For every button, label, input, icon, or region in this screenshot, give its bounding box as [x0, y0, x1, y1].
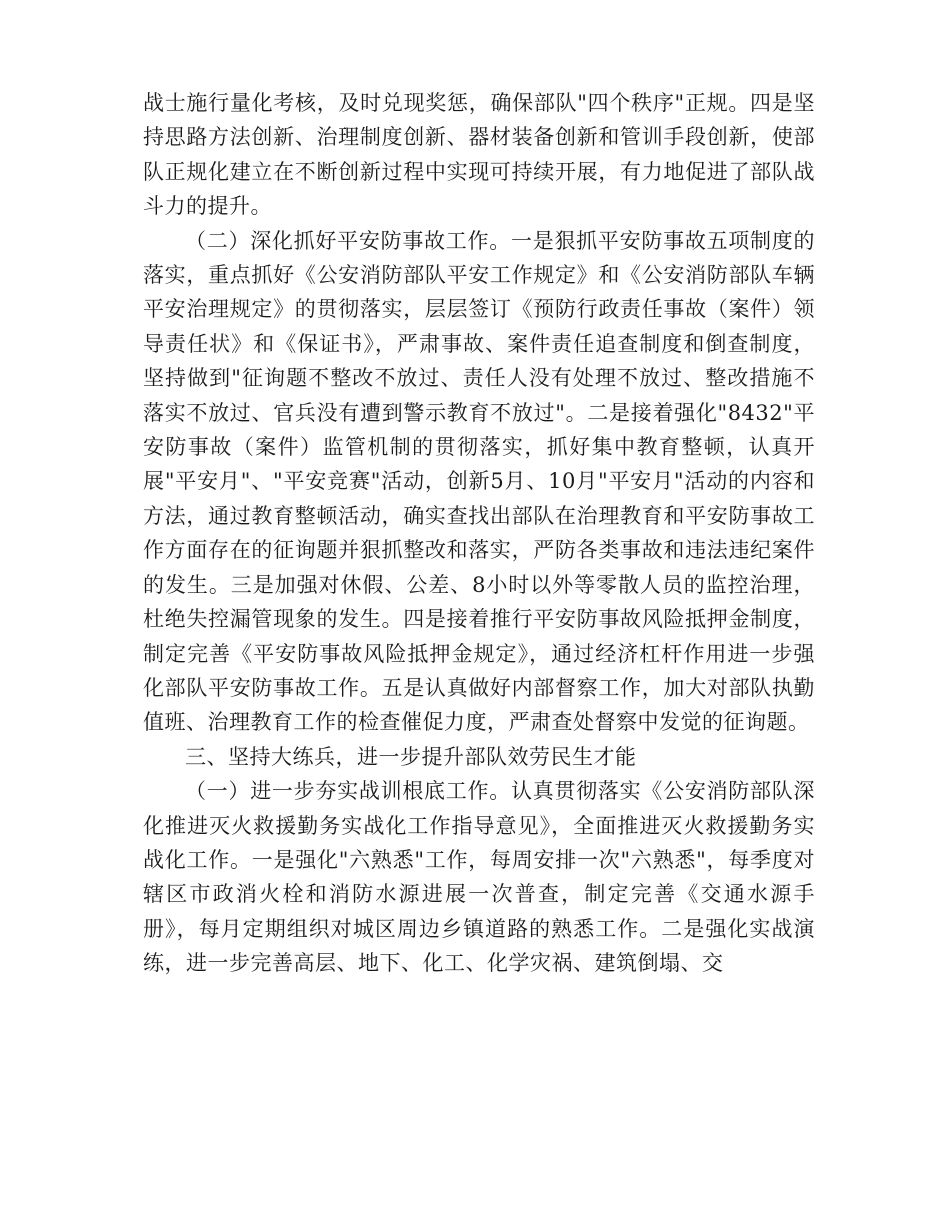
paragraph-continuation: 战士施行量化考核，及时兑现奖惩，确保部队"四个秩序"正规。四是坚持思路方法创新、治理制度创新、器材装备创新和管训手段创新，使部队正规化建立在不断创新过程中实现可持续开展，有力地促进了部队战斗力的提升。 — [143, 91, 815, 219]
paragraph-training-foundation: （一）进一步夯实战训根底工作。认真贯彻落实《公安消防部队深化推进灭火救援勤务实战化工作指导意见》，全面推进灭火救援勤务实战化工作。一是强化"六熟悉"工作，每周安排一次"六熟悉"，每季度对辖区市政消火栓和消防水源进展一次普查，制定完善《交通水源手册》，每月定期组织对城区周边乡镇道路的熟悉工作。二是强化实战演练，进一步完善高层、地下、化工、化学灾祸、建筑倒塌、交 — [143, 779, 815, 976]
document-page — [143, 86, 815, 981]
section-heading-three: 三、坚持大练兵，进一步提升部队效劳民生才能 — [185, 744, 637, 769]
paragraph-safety-work: （二）深化抓好平安防事故工作。一是狠抓平安防事故五项制度的落实，重点抓好《公安消防部队平安工作规定》和《公安消防部队车辆平安治理规定》的贯彻落实，层层签订《预防行政责任事故（案件）领导责任状》和《保证书》，严肃事故、案件责任追查制度和倒查制度，坚持做到"征询题不整改不放过、责任人没有处理不放过、整改措施不落实不放过、官兵没有遭到警示教育不放过"。二是接着强化"8432"平安防事故（案件）监管机制的贯彻落实，抓好集中教育整顿，认真开展"平安月"、"平安竞赛"活动，创新5月、10月"平安月"活动的内容和方法，通过教育整顿活动，确实查找出部队在治理教育和平安防事故工作方面存在的征询题并狠抓整改和落实，严防各类事故和违法违纪案件的发生。三是加强对休假、公差、8小时以外等零散人员的监控治理，杜绝失控漏管现象的发生。四是接着推行平安防事故风险抵押金制度，制定完善《平安防事故风险抵押金规定》，通过经济杠杆作用进一步强化部队平安防事故工作。五是认真做好内部督察工作，加大对部队执勤值班、治理教育工作的检查催促力度，严肃查处督察中发觉的征询题。 — [143, 228, 815, 735]
